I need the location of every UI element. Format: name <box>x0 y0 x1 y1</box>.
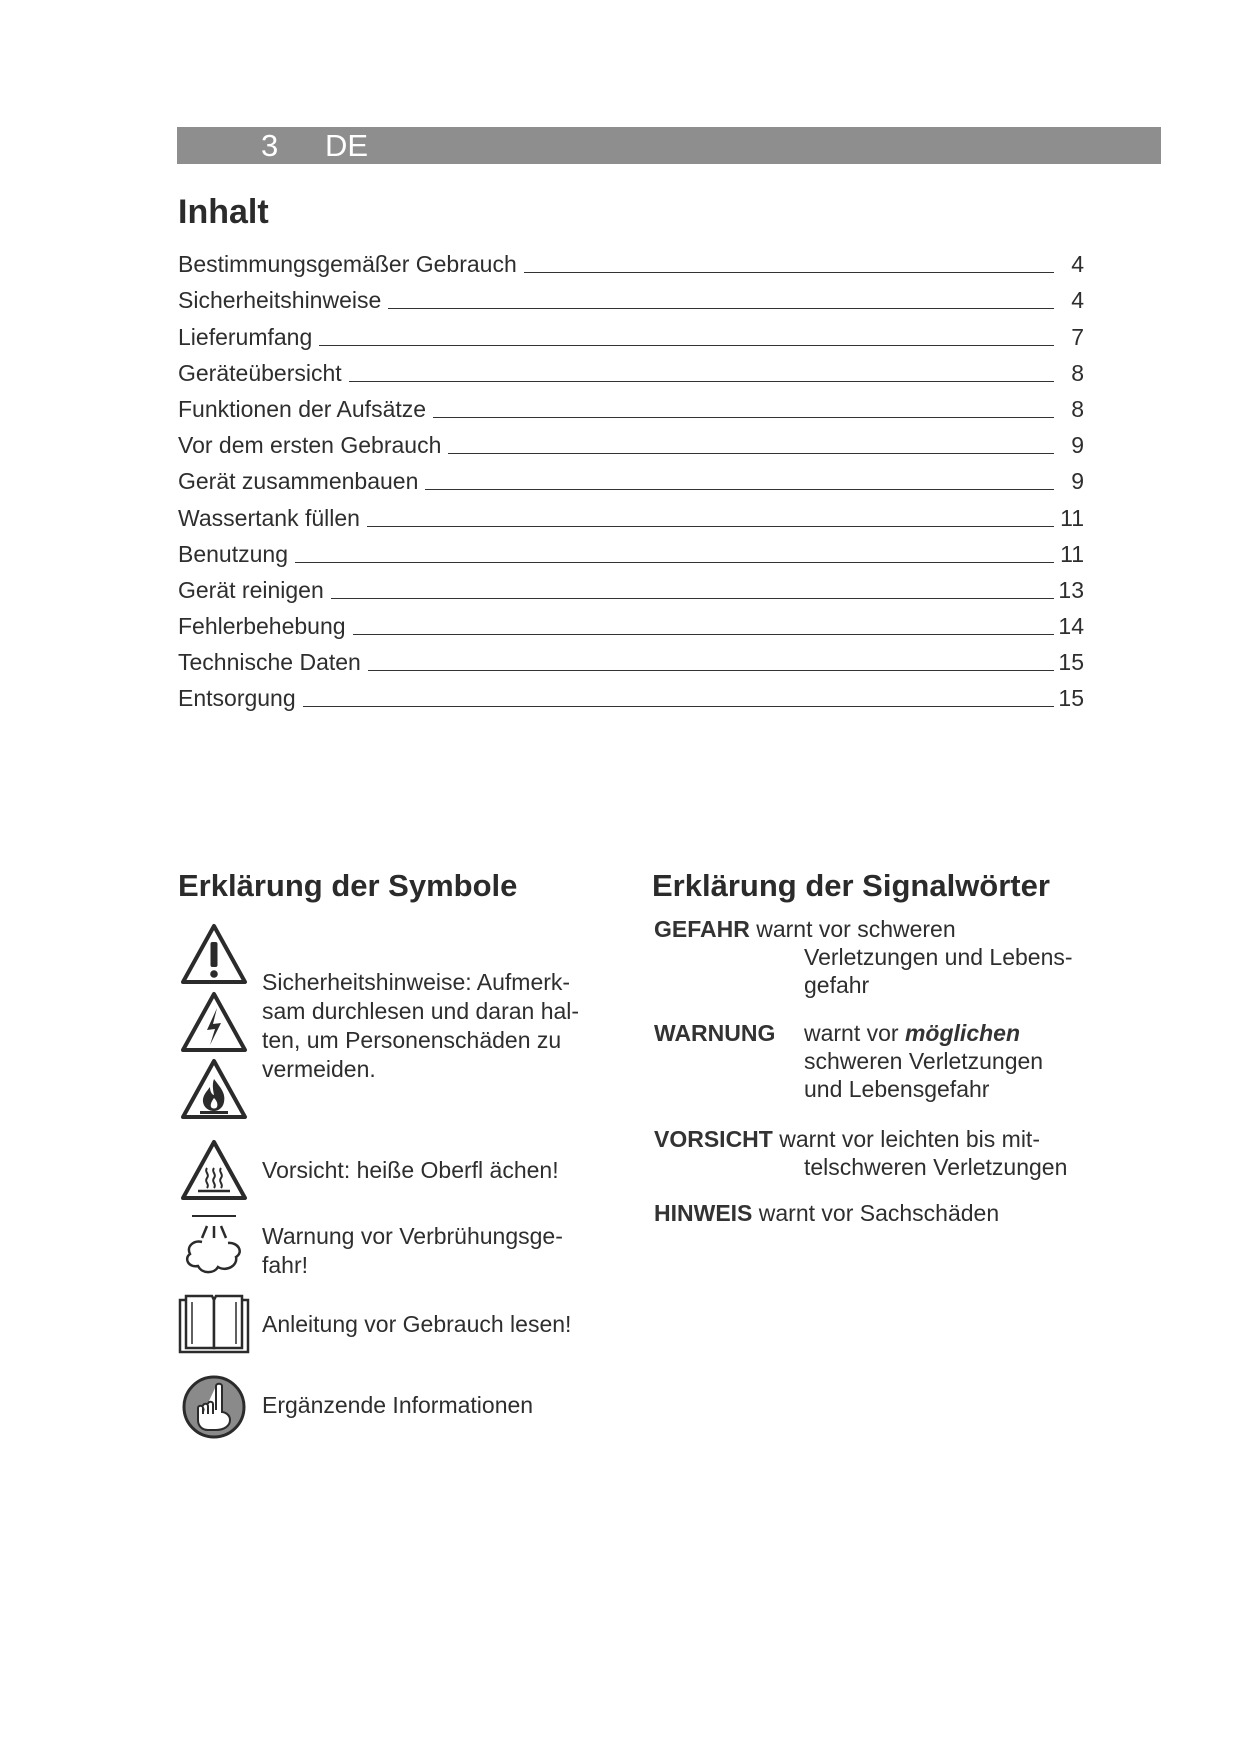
fire-hazard-icon <box>180 1057 248 1121</box>
toc-entry-page: 8 <box>1071 395 1084 422</box>
toc-entry-page: 15 <box>1058 685 1084 712</box>
symbol-description: Warnung vor Verbrühungsge- fahr! <box>262 1223 563 1278</box>
toc-entry-label: Bestimmungsgemäßer Gebrauch <box>178 251 517 278</box>
signal-word-hinweis: HINWEIS warnt vor Sachschäden <box>654 1200 1000 1226</box>
signal-word: GEFAHR <box>654 916 750 942</box>
page-header-bar <box>177 127 1161 164</box>
info-hand-icon <box>180 1374 248 1440</box>
toc-entry <box>178 463 1084 499</box>
signal-word: WARNUNG <box>654 1020 776 1046</box>
toc-leader-line <box>368 670 1054 671</box>
toc-entry-page: 8 <box>1071 359 1084 386</box>
toc-entry-page: 9 <box>1071 432 1084 459</box>
toc-leader-line <box>433 417 1054 418</box>
toc-entry-label: Geräteübersicht <box>178 359 342 386</box>
toc-leader-line <box>295 562 1054 563</box>
table-of-contents <box>178 246 1084 716</box>
toc-entry-page: 7 <box>1071 323 1084 350</box>
toc-entry-page: 13 <box>1058 576 1084 603</box>
toc-entry <box>178 608 1084 644</box>
toc-entry <box>178 391 1084 427</box>
toc-entry-label: Technische Daten <box>178 649 361 676</box>
toc-entry-page: 11 <box>1060 540 1084 567</box>
toc-entry <box>178 282 1084 318</box>
toc-entry-label: Funktionen der Aufsätze <box>178 395 427 422</box>
toc-entry-page: 15 <box>1058 649 1084 676</box>
symbol-description: Ergänzende Informationen <box>262 1392 534 1418</box>
toc-entry-page: 4 <box>1071 287 1084 314</box>
electric-hazard-icon <box>180 990 248 1054</box>
signal-word-vorsicht: VORSICHT warnt vor leichten bis mit- telschweren Verletzungen <box>654 1126 1068 1180</box>
signal-word: HINWEIS <box>654 1200 753 1226</box>
toc-leader-line <box>425 489 1054 490</box>
toc-entry <box>178 499 1084 535</box>
steam-scald-icon <box>180 1212 248 1276</box>
symbol-description: Anleitung vor Gebrauch lesen! <box>262 1311 572 1337</box>
toc-entry-label: Wassertank füllen <box>178 504 360 531</box>
toc-entry-page: 14 <box>1058 613 1084 640</box>
toc-entry <box>178 644 1084 680</box>
toc-leader-line <box>349 381 1054 382</box>
toc-leader-line <box>303 706 1054 707</box>
signal-word-gefahr: GEFAHR warnt vor schweren Verletzungen und Lebens- gefahr <box>654 916 1073 998</box>
symbols-title: Erklärung der Symbole <box>178 868 518 903</box>
signal-word: VORSICHT <box>654 1126 773 1152</box>
toc-leader-line <box>448 453 1054 454</box>
language-code: DE <box>325 128 369 163</box>
toc-leader-line <box>331 598 1054 599</box>
toc-entry-label: Gerät reinigen <box>178 576 324 603</box>
toc-leader-line <box>388 308 1054 309</box>
hot-surface-icon <box>180 1138 248 1202</box>
toc-entry <box>178 246 1084 282</box>
signal-word-warnung: WARNUNG warnt vor möglichen schweren Verletzungen und Lebensgefahr <box>654 1020 1044 1102</box>
toc-entry <box>178 427 1084 463</box>
toc-leader-line <box>367 526 1054 527</box>
toc-leader-line <box>319 345 1054 346</box>
toc-entry-page: 9 <box>1071 468 1084 495</box>
toc-entry-label: Vor dem ersten Gebrauch <box>178 432 442 459</box>
page-number: 3 <box>261 128 279 163</box>
toc-entry <box>178 536 1084 572</box>
toc-leader-line <box>524 272 1054 273</box>
manual-book-icon <box>178 1292 250 1356</box>
toc-title: Inhalt <box>178 193 269 231</box>
toc-leader-line <box>353 634 1054 635</box>
toc-entry-label: Sicherheitshinweise <box>178 287 382 314</box>
toc-entry-label: Fehlerbehebung <box>178 613 346 640</box>
toc-entry-label: Entsorgung <box>178 685 296 712</box>
toc-entry <box>178 318 1084 354</box>
toc-entry <box>178 572 1084 608</box>
signal-words-title: Erklärung der Signalwörter <box>652 868 1050 903</box>
symbol-description: Sicherheitshinweise: Aufmerk- sam durchlesen und daran hal- ten, um Personenschäden zu vermeiden. <box>262 969 580 1082</box>
toc-entry-page: 11 <box>1060 504 1084 531</box>
toc-entry-label: Gerät zusammenbauen <box>178 468 419 495</box>
toc-entry <box>178 680 1084 716</box>
toc-entry-label: Benutzung <box>178 540 288 567</box>
toc-entry-label: Lieferumfang <box>178 323 313 350</box>
symbol-description: Vorsicht: heiße Oberfl ächen! <box>262 1157 559 1183</box>
toc-entry-page: 4 <box>1071 251 1084 278</box>
toc-entry <box>178 355 1084 391</box>
warning-triangle-icon <box>180 922 248 986</box>
